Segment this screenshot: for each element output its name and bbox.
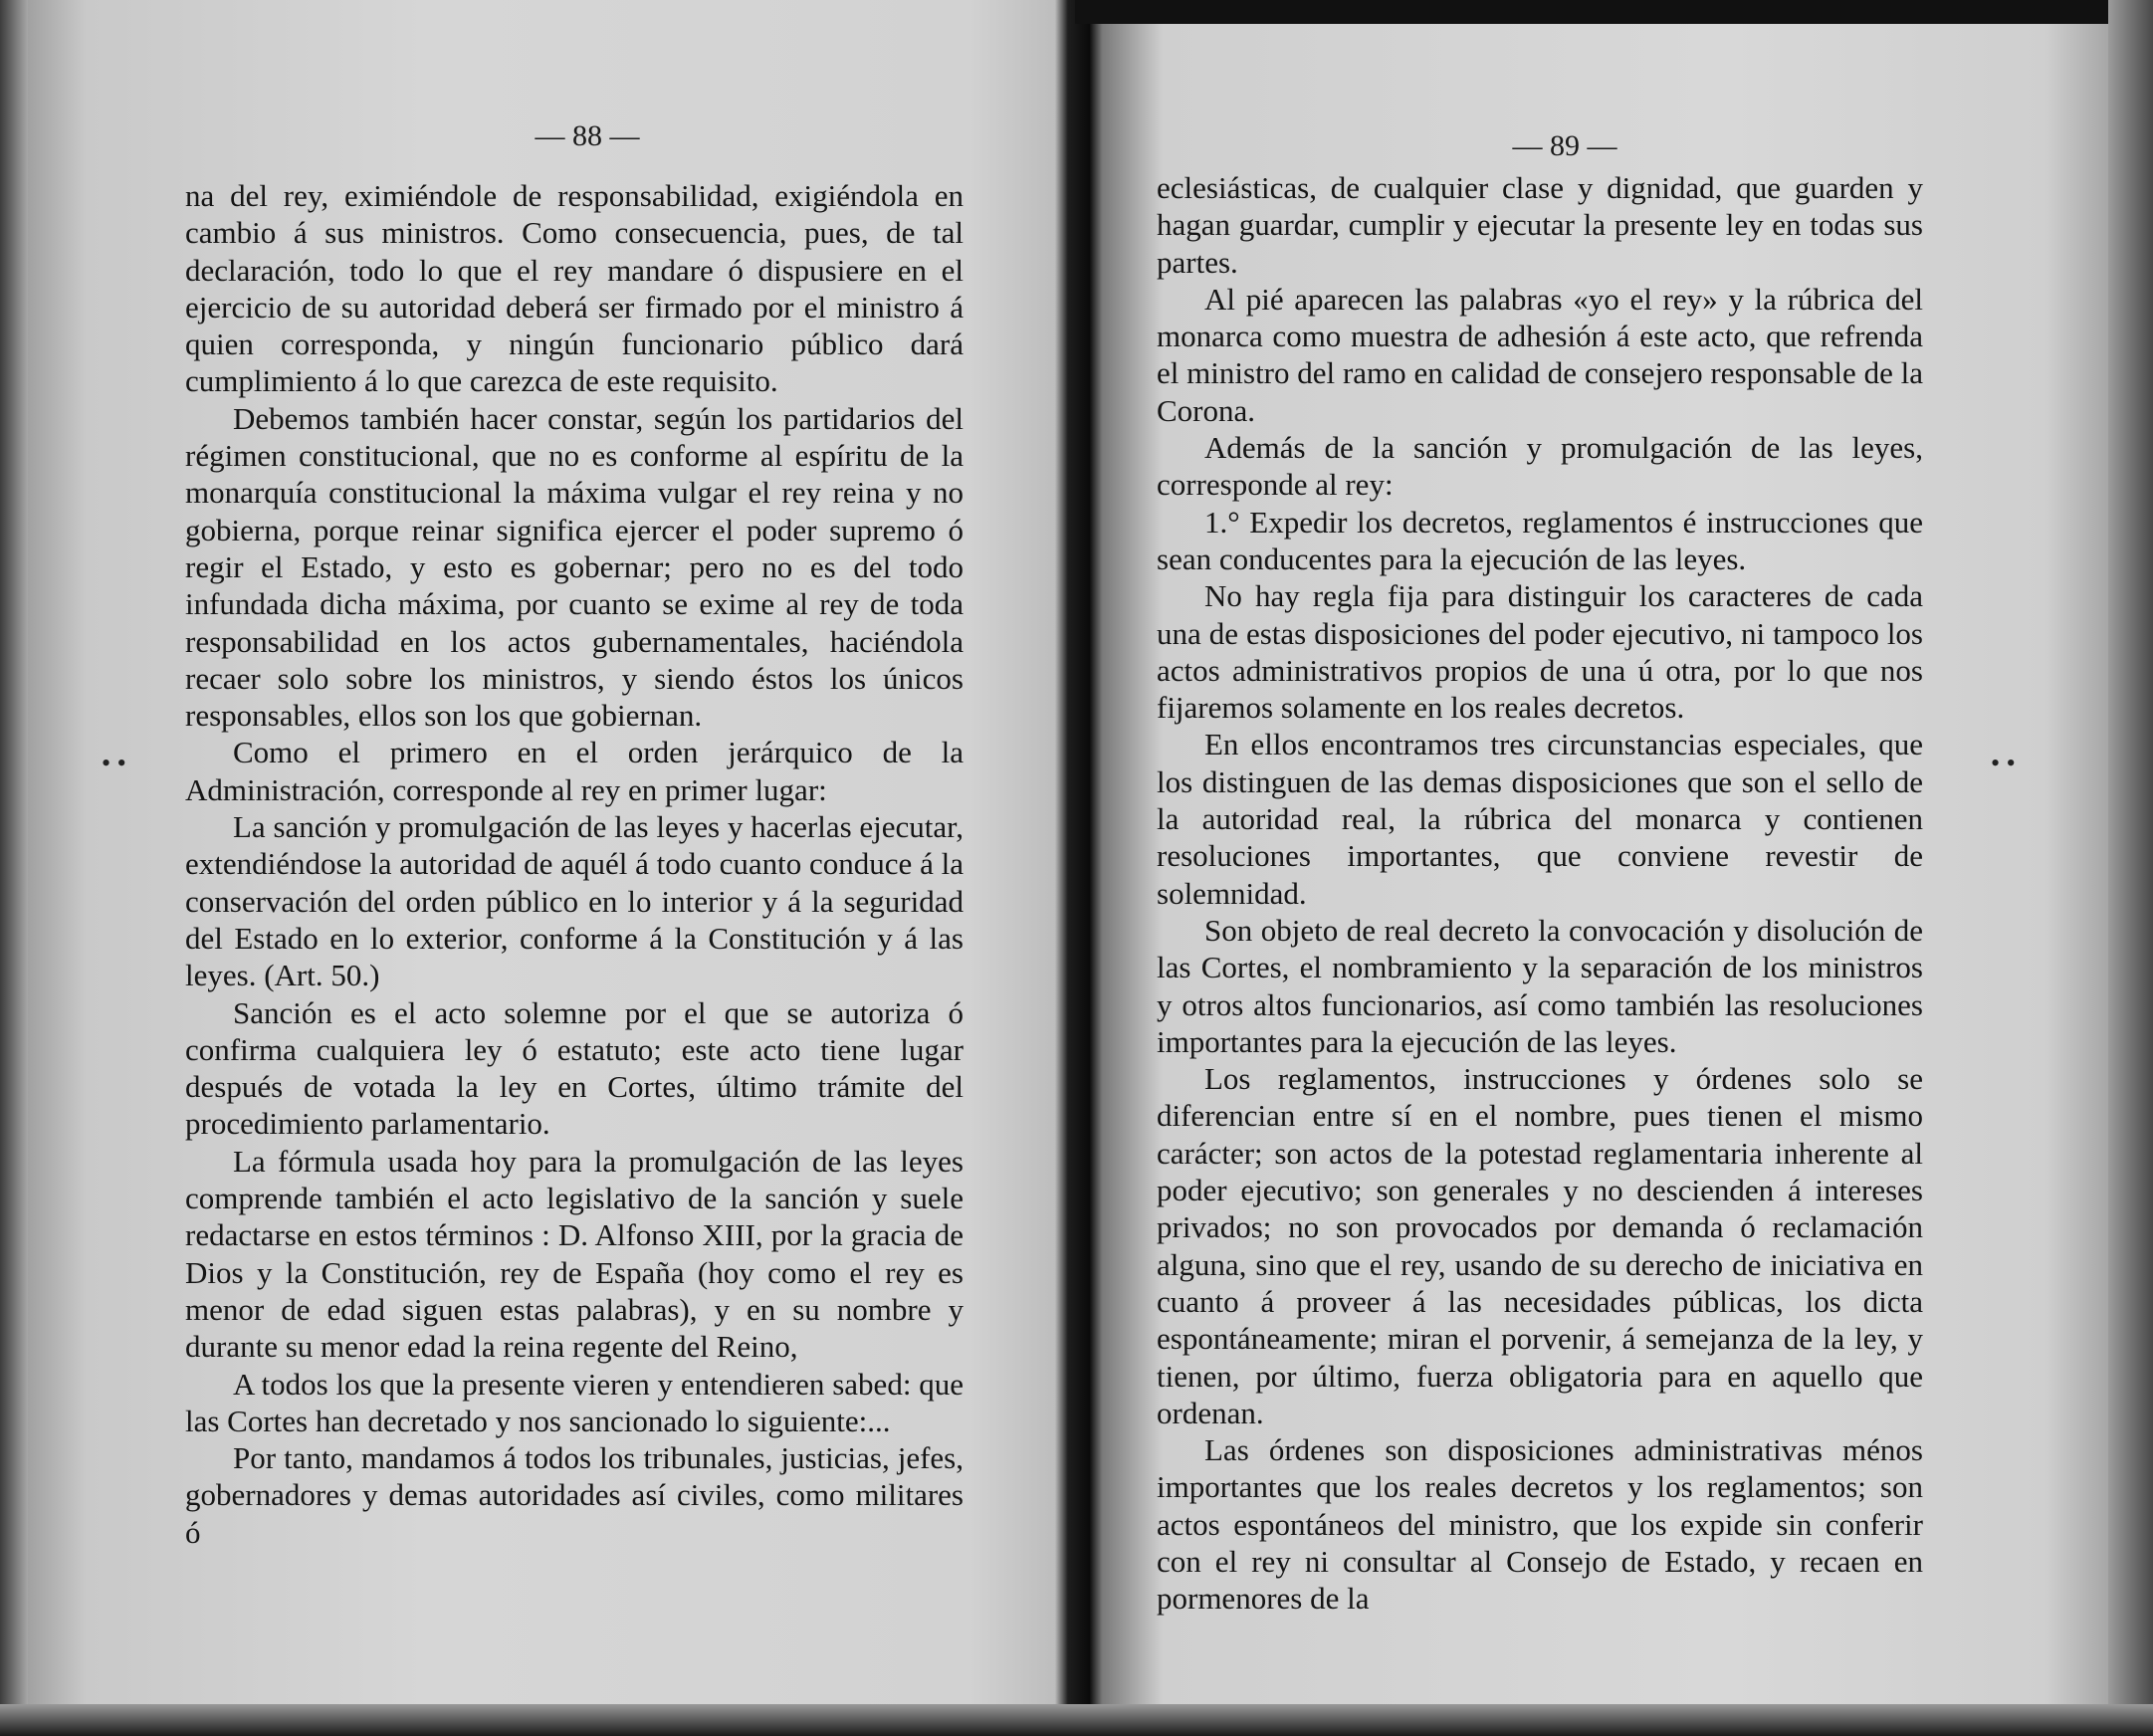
paragraph: No hay regla fija para distinguir los caracteres de cada una de estas disposiciones del poder ejecutivo, ni tampoco los actos administrativos propios de una ú otra, por lo que nos fijaremos solamente en los reales decretos. xyxy=(1157,578,1923,726)
paragraph: Además de la sanción y promulgación de las leyes, corresponde al rey: xyxy=(1157,430,1923,503)
left-scan-edge xyxy=(0,0,28,1736)
margin-specks-left: • • xyxy=(102,749,126,777)
paragraph: La sanción y promulgación de las leyes y hacerlas ejecutar, extendiéndose la autoridad de aquél á todo cuanto conduce á la conservación del orden público en lo interior y á la seguridad del Estado en lo exterior, conforme á la Constitución y á las leyes. (Art. 50.) xyxy=(185,809,964,993)
paragraph: Las órdenes son disposiciones administrativas ménos importantes que los reales decretos y los reglamentos; son actos espontáneos del ministro, que los expide sin conferir con el rey ni consultar al Consejo de Estado, y recaen en pormenores de la xyxy=(1157,1432,1923,1617)
left-page-text xyxy=(185,177,964,1551)
paragraph: A todos los que la presente vieren y entendieren sabed: que las Cortes han decretado y nos sancionado lo siguiente:... xyxy=(185,1366,964,1438)
paragraph: Son objeto de real decreto la convocación y disolución de las Cortes, el nombramiento y la separación de los ministros y otros altos funcionarios, así como también las resoluciones importantes para la ejecución de las leyes. xyxy=(1157,912,1923,1059)
paragraph: 1.° Expedir los decretos, reglamentos é instrucciones que sean conducentes para la ejecución de las leyes. xyxy=(1157,504,1923,576)
paragraph: eclesiásticas, de cualquier clase y dignidad, que guarden y hagan guardar, cumplir y ejecutar la presente ley en todas sus partes. xyxy=(1157,170,1923,280)
top-scan-edge xyxy=(1075,0,2153,24)
left-page-number: — 88 — xyxy=(535,119,640,152)
right-page-text xyxy=(1157,169,1923,1618)
bottom-scan-edge xyxy=(0,1704,2153,1736)
margin-specks-right: • • xyxy=(1991,749,2016,777)
paragraph: Debemos también hacer constar, según los partidarios del régimen constitucional, que no es conforme al espíritu de la monarquía constitucional la máxima vulgar el rey reina y no gobierna, porque reinar significa ejercer el poder supremo ó regir el Estado, y esto es gobernar; pero no es del todo infundada dicha máxima, por cuanto se exime al rey de toda responsabilidad en los actos gubernamentales, haciéndola recaer solo sobre los ministros, y siendo éstos los únicos responsables, ellos son los que gobiernan. xyxy=(185,400,964,734)
paragraph: Los reglamentos, instrucciones y órdenes solo se diferencian entre sí en el nombre, pues tienen el mismo carácter; son actos de la potestad reglamentaria inherente al poder ejecutivo; son generales y no descienden á intereses privados; no son provocados por demanda ó reclamación alguna, sino que el rey, usando de su derecho de iniciativa en cuanto á proveer á las necesidades públicas, los dicta espontáneamente; miran el porvenir, á semejanza de la ley, y tienen, por último, fuerza obligatoria para en aquello que ordenan. xyxy=(1157,1061,1923,1430)
paragraph: Por tanto, mandamos á todos los tribunales, justicias, jefes, gobernadores y demas autoridades así civiles, como militares ó xyxy=(185,1440,964,1550)
paragraph: Como el primero en el orden jerárquico de la Administración, corresponde al rey en primer lugar: xyxy=(185,735,964,807)
paragraph: Sanción es el acto solemne por el que se autoriza ó confirma cualquiera ley ó estatuto; este acto tiene lugar después de votada la ley en Cortes, último trámite del procedimiento parlamentario. xyxy=(185,994,964,1142)
right-scan-edge xyxy=(2108,0,2153,1736)
right-page-number: — 89 — xyxy=(1512,129,1617,162)
paragraph: La fórmula usada hoy para la promulgación de las leyes comprende también el acto legislativo de la sanción y suele redactarse en estos términos : D. Alfonso XIII, por la gracia de Dios y la Constitución, rey de España (hoy como el rey es menor de edad siguen estas palabras), y en su nombre y durante su menor edad la reina regente del Reino, xyxy=(185,1143,964,1365)
paragraph: En ellos encontramos tres circunstancias especiales, que los distinguen de las demas disposiciones que son el sello de la autoridad real, la rúbrica del monarca y contienen resoluciones importantes, que conviene revestir de solemnidad. xyxy=(1157,727,1923,911)
paragraph: Al pié aparecen las palabras «yo el rey» y la rúbrica del monarca como muestra de adhesión á este acto, que refrenda el ministro del ramo en calidad de consejero responsable de la Corona. xyxy=(1157,281,1923,428)
paragraph: na del rey, eximiéndole de responsabilidad, exigiéndola en cambio á sus ministros. Como consecuencia, pues, de tal declaración, todo lo que el rey mandare ó dispusiere en el ejercicio de su autoridad deberá ser firmado por el ministro á quien corresponda, y ningún funcionario público dará cumplimiento á lo que carezca de este requisito. xyxy=(185,178,964,399)
